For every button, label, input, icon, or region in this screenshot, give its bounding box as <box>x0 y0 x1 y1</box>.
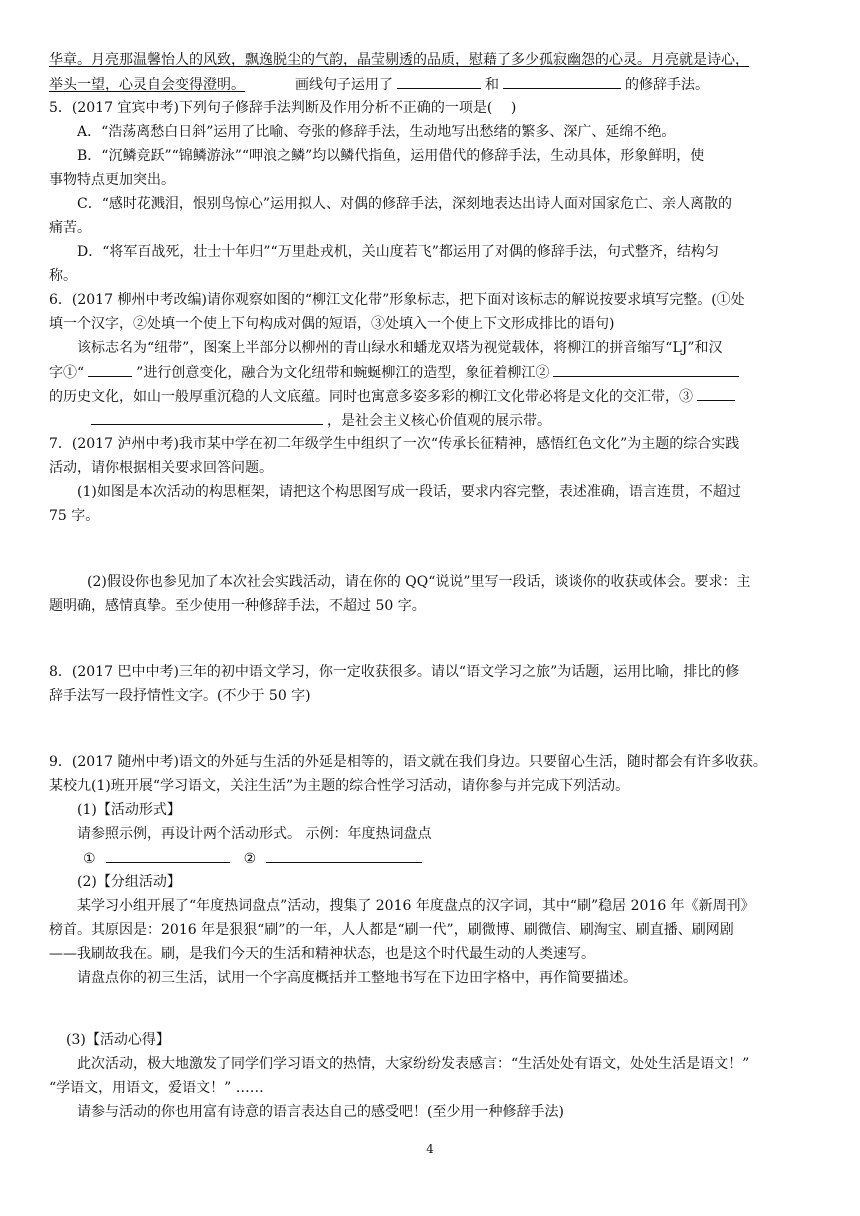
q9-blank-2[interactable] <box>266 848 422 863</box>
q7-stem: 7．(2017 泸州中考)我市某中学在初二年级学生中组织了一次“传承长征精神，感悟红色文化”为主题的综合实践 <box>49 436 740 452</box>
q8-stem-cont: 辞手法写一段抒情性文字。(不少于 50 字) <box>49 688 311 704</box>
q7-sub-2: (2)假设你也参见加了本次社会实践活动，请在你的 QQ“说说”里写一段话，谈谈你的收获或体会。要求：主 <box>87 574 751 590</box>
q5-stem: 5．(2017 宜宾中考)下列句子修辞手法判断及作用分析不正确的一项是( ) <box>49 100 517 116</box>
q6-blank-2[interactable] <box>553 362 739 377</box>
q6-blank-3-start[interactable] <box>697 386 735 401</box>
q5-option-c-cont: 痛苦。 <box>49 220 91 236</box>
q5-option-d-cont: 称。 <box>49 268 77 284</box>
q4-line-2 <box>49 74 709 95</box>
q6-blank-1[interactable] <box>88 362 132 377</box>
q6-line-3 <box>49 386 735 407</box>
q4-underlined-end: 举头一望，心灵自会变得澄明。 <box>49 77 245 93</box>
q6-blank-3-suffix: ，是社会主义核心价值观的展示带。 <box>327 413 551 429</box>
q5-option-b: B．“沉鳞竞跃”“锦鳞游泳”“呷浪之鳞”均以鳞代指鱼，运用借代的修辞手法，生动具体，形象鲜明，使 <box>77 148 705 164</box>
q9-marker-1: ① <box>83 851 96 867</box>
q4-suffix: 的修辞手法。 <box>625 77 709 93</box>
q4-underlined-text: 华章。月亮那温馨怡人的风致，飘逸脱尘的气韵，晶莹剔透的品质，慰藉了多少孤寂幽怨的心灵。月亮就是诗心， <box>49 52 749 68</box>
q5-option-a: A．“浩荡离愁白日斜”运用了比喻、夸张的修辞手法，生动地写出愁绪的繁多、深广、延绵不绝。 <box>77 124 676 140</box>
q9-sub-2-text: 某学习小组开展了“年度热词盘点”活动，搜集了 2016 年度盘点的汉字词，其中“刷”稳居 2016 年《新周刊》 <box>77 898 755 914</box>
q4-prompt: 画线句子运用了 <box>295 77 393 93</box>
q4-line-1 <box>49 50 749 70</box>
q9-sub-3-text: 此次活动，极大地激发了同学们学习语文的热情，大家纷纷发表感言：“生活处处有语文，处处生活是语文！” <box>77 1056 750 1072</box>
q9-sub-1-heading: (1)【活动形式】 <box>77 802 181 818</box>
q6-blank-3-prefix: 的历史文化，如山一般厚重沉稳的人文底蕴。同时也寓意多姿多彩的柳江文化带必将是文化的交汇带，③ <box>49 389 693 405</box>
q4-blank-1[interactable] <box>397 74 481 89</box>
q6-blank-3[interactable] <box>91 410 323 425</box>
q9-sub-1-text: 请参照示例，再设计两个活动形式。 示例：年度热词盘点 <box>77 826 432 842</box>
q9-sub-3-quote: “学语文，用语文，爱语文！” …… <box>49 1080 264 1096</box>
q9-stem: 9．(2017 随州中考)语文的外延与生活的外延是相等的，语文就在我们身边。只要留心生活，随时都会有许多收获。 <box>49 754 767 770</box>
q4-blank-2[interactable] <box>503 74 621 89</box>
q9-sub-2-heading: (2)【分组活动】 <box>77 874 181 890</box>
q5-option-d: D．“将军百战死，壮士十年归”“万里赴戎机，关山度若飞”都运用了对偶的修辞手法，句式整齐，结构匀 <box>77 244 719 260</box>
q9-answer-line <box>83 848 422 869</box>
q5-option-c: C．“感时花溅泪，恨别鸟惊心”运用拟人、对偶的修辞手法，深刻地表达出诗人面对国家危亡、亲人离散的 <box>77 196 733 212</box>
q9-sub-3-instruction: 请参与活动的你也用富有诗意的语言表达自己的感受吧！(至少用一种修辞手法) <box>77 1104 564 1120</box>
q6-stem-cont: 填一个汉字，②处填一个使上下句构成对偶的短语，③处填入一个使上下文形成排比的语句) <box>49 316 615 332</box>
q6-line-2 <box>49 362 739 383</box>
q6-line-4 <box>49 410 551 431</box>
q9-sub-2-text-3: ——我刷故我在。刷，是我们今天的生活和精神状态，也是这个时代最生动的人类速写。 <box>49 946 595 962</box>
q7-sub-2-cont: 题明确，感情真挚。至少使用一种修辞手法，不超过 50 字。 <box>49 598 426 614</box>
q9-stem-cont: 某校九(1)班开展“学习语文，关注生活”为主题的综合性学习活动，请你参与并完成下列活动。 <box>49 778 630 794</box>
q6-stem: 6．(2017 柳州中考改编)请你观察如图的“柳江文化带”形象标志，把下面对该标志的解说按要求填写完整。(①处 <box>49 292 745 308</box>
q5-option-b-cont: 事物特点更加突出。 <box>49 172 175 188</box>
q6-paragraph: 该标志名为“纽带”，图案上半部分以柳州的青山绿水和蟠龙双塔为视觉载体，将柳江的拼音缩写“LJ”和汉 <box>77 340 723 356</box>
q6-blank-2-prefix: ”进行创意变化，融合为文化纽带和蜿蜒柳江的造型，象征着柳江② <box>136 365 550 381</box>
q4-and: 和 <box>485 77 499 93</box>
q7-sub-1: (1)如图是本次活动的构思框架，请把这个构思图写成一段话，要求内容完整，表述准确，语言连贯，不超过 <box>77 484 741 500</box>
q9-sub-2-instruction: 请盘点你的初三生活，试用一个字高度概括并工整地书写在下边田字格中，再作简要描述。 <box>77 970 637 986</box>
q9-sub-2-text-2: 榜首。其原因是：2016 年是狠狠“刷”的一年，人人都是“刷一代”，刷微博、刷微信、刷淘宝、刷直播、刷网剧 <box>49 922 734 938</box>
q6-blank-1-prefix: 字①“ <box>49 365 85 381</box>
q7-stem-cont: 活动，请你根据相关要求回答问题。 <box>49 460 273 476</box>
q9-sub-3-heading: (3)【活动心得】 <box>66 1032 170 1048</box>
q9-marker-2: ② <box>243 851 257 867</box>
q7-sub-1-cont: 75 字。 <box>49 508 100 524</box>
q9-blank-1[interactable] <box>106 848 230 863</box>
q8-stem: 8．(2017 巴中中考)三年的初中语文学习，你一定收获很多。请以“语文学习之旅”为话题，运用比喻，排比的修 <box>49 664 740 680</box>
page-number: 4 <box>426 1142 434 1156</box>
